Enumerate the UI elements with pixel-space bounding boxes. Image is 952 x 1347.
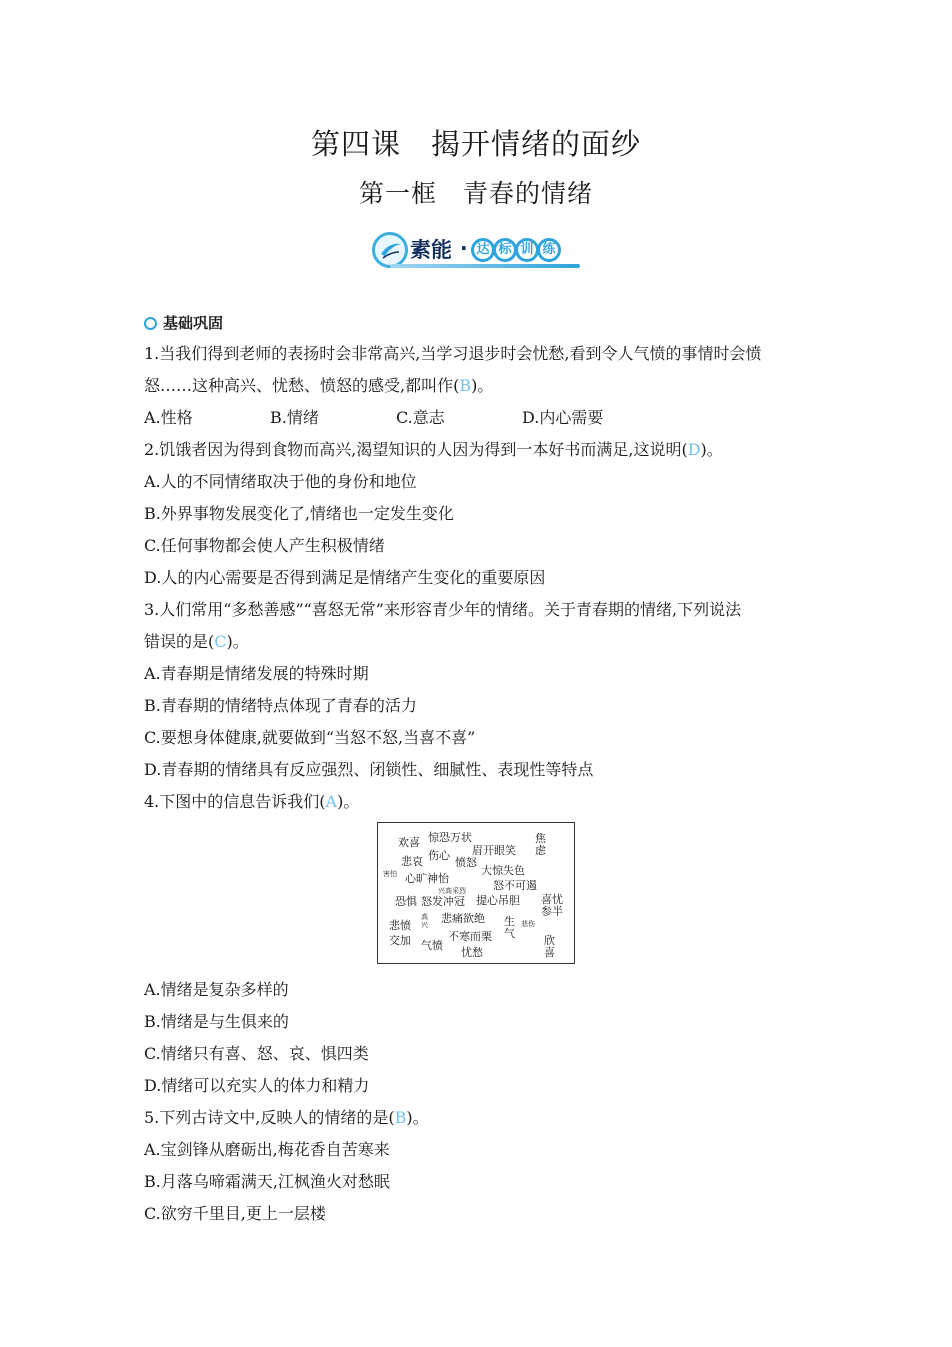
option: D.青春期的情绪具有反应强烈、闭锁性、细腻性、表现性等特点 [144, 760, 594, 779]
option: B.月落乌啼霜满天,江枫渔火对愁眠 [144, 1172, 390, 1191]
q2-stem: 2.饥饿者因为得到食物而高兴,渴望知识的人因为得到一本好书而满足,这说明(D)。 [144, 440, 723, 459]
training-banner [370, 228, 585, 274]
figure-word: 生气 [504, 915, 515, 940]
figure-word: 悲伤 [521, 920, 535, 928]
figure-word: 大惊失色 [481, 864, 525, 877]
option: B.情绪 [270, 408, 319, 427]
swoosh-logo-icon [372, 232, 408, 268]
figure-word: 眉开眼笑 [472, 844, 516, 857]
figure-word: 怒发冲冠 [421, 895, 465, 908]
q4-stem: 4.下图中的信息告诉我们(A)。 [144, 792, 360, 811]
figure-word: 不寒而栗 [448, 930, 492, 943]
option: B.青春期的情绪特点体现了青春的活力 [144, 696, 417, 715]
figure-word: 欢喜 [398, 836, 420, 849]
figure-word: 忧愁 [461, 946, 483, 959]
option: A.青春期是情绪发展的特殊时期 [144, 664, 369, 683]
banner-bubbles [471, 238, 559, 262]
banner-dot: · [460, 236, 468, 260]
banner-bubble: 训 [515, 238, 539, 262]
option: A.情绪是复杂多样的 [144, 980, 289, 999]
figure-word: 高兴 [421, 913, 428, 929]
figure-word: 愤怒 [455, 856, 477, 869]
option: C.要想身体健康,就要做到“当怒不怒,当喜不喜” [144, 728, 476, 747]
figure-word: 心旷神怡 [405, 872, 449, 885]
emotion-words-figure [377, 822, 575, 964]
option: D.情绪可以充实人的体力和精力 [144, 1076, 370, 1095]
banner-underline [390, 264, 580, 268]
banner-bubble: 标 [493, 238, 517, 262]
circle-bullet-icon [144, 317, 157, 330]
figure-word: 悲哀 [401, 855, 423, 868]
figure-word: 欣喜 [544, 934, 555, 959]
banner-bubble: 练 [537, 238, 561, 262]
figure-word: 悲愤交加 [389, 919, 411, 947]
option: A.宝剑锋从磨砺出,梅花香自苦寒来 [144, 1140, 390, 1159]
figure-word: 害怕 [383, 870, 397, 878]
option: D.人的内心需要是否得到满足是情绪产生变化的重要原因 [144, 568, 546, 587]
q3-stem-line2: 错误的是(C)。 [144, 632, 249, 651]
option: A.人的不同情绪取决于他的身份和地位 [144, 472, 417, 491]
figure-word: 恐惧 [395, 895, 417, 908]
option: C.情绪只有喜、怒、哀、惧四类 [144, 1044, 369, 1063]
figure-word: 喜忧参半 [541, 893, 563, 918]
section-subtitle: 第一框 青春的情绪 [358, 179, 593, 208]
q5-stem: 5.下列古诗文中,反映人的情绪的是(B)。 [144, 1108, 429, 1127]
q2-answer: D [687, 440, 701, 459]
q1-answer: B [459, 376, 472, 395]
q1-stem-line2: 怒……这种高兴、忧愁、愤怒的感受,都叫作(B)。 [144, 376, 494, 395]
figure-word: 焦虑 [535, 832, 546, 857]
option: B.外界事物发展变化了,情绪也一定发生变化 [144, 504, 454, 523]
figure-word: 提心吊胆 [476, 894, 520, 907]
figure-word: 悲痛欲绝 [441, 912, 485, 925]
banner-main-text: 素能 [410, 238, 452, 262]
section-header [144, 308, 814, 338]
option: A.性格 [144, 408, 193, 427]
q5-answer: B [394, 1108, 407, 1127]
option: D.内心需要 [522, 408, 604, 427]
q3-answer: C [214, 632, 227, 651]
lesson-title: 第四课 揭开情绪的面纱 [310, 127, 641, 161]
figure-word: 伤心 [428, 849, 450, 862]
figure-word: 惊恐万状 [428, 831, 472, 844]
exercise-content [144, 308, 814, 1230]
q4-answer: A [325, 792, 338, 811]
section-label: 基础巩固 [163, 314, 224, 332]
figure-word: 兴高采烈 [438, 887, 466, 895]
option: C.意志 [396, 408, 445, 427]
q1-options [144, 402, 814, 434]
q3-stem-line1: 3.人们常用“多愁善感”“喜怒无常”来形容青少年的情绪。关于青春期的情绪,下列说法 [144, 600, 742, 619]
figure-word: 怒不可遏 [493, 879, 537, 892]
figure-word: 气愤 [421, 939, 443, 952]
q1-stem-line1: 1.当我们得到老师的表扬时会非常高兴,当学习退步时会忧愁,看到令人气愤的事情时会愤 [144, 344, 762, 363]
banner-bubble: 达 [471, 238, 495, 262]
option: B.情绪是与生俱来的 [144, 1012, 289, 1031]
option: C.欲穷千里目,更上一层楼 [144, 1204, 326, 1223]
option: C.任何事物都会使人产生积极情绪 [144, 536, 385, 555]
